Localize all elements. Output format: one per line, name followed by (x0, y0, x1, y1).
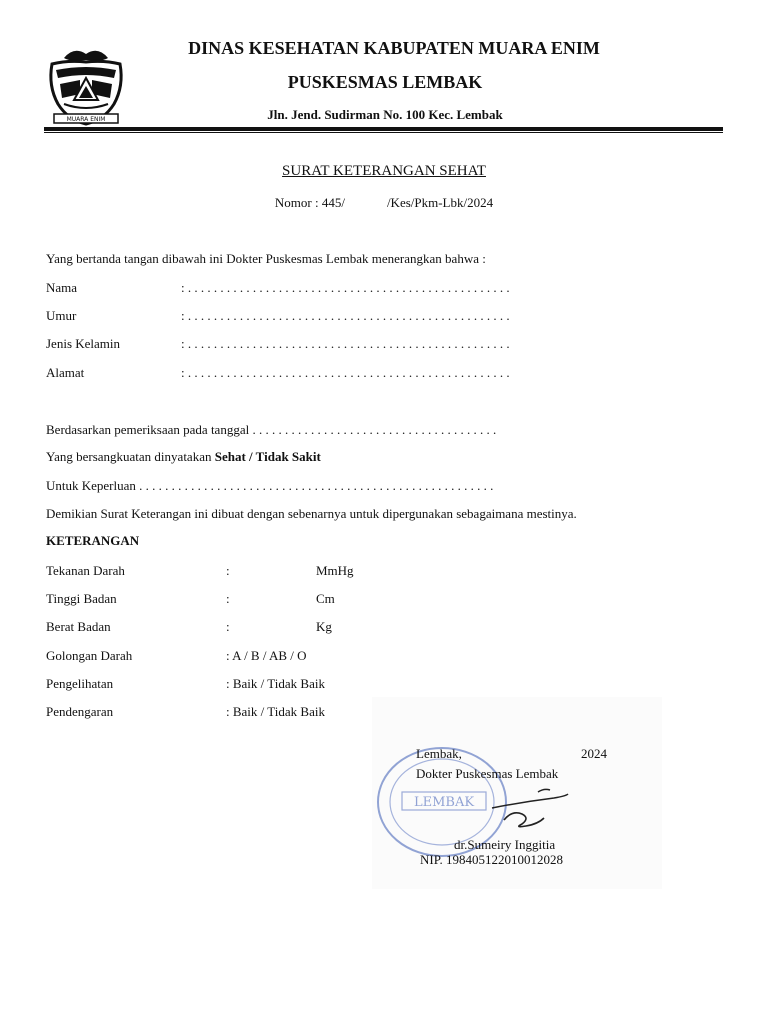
note-unit-weight: Kg (316, 619, 332, 634)
notes-heading: KETERANGAN (46, 533, 140, 548)
note-value-vision: : Baik / Tidak Baik (226, 676, 325, 691)
identity-label-age: Umur (46, 308, 77, 323)
identity-label-gender: Jenis Kelamin (46, 336, 121, 351)
document-title: SURAT KETERANGAN SEHAT (282, 163, 486, 179)
svg-text:LEMBAK: LEMBAK (413, 795, 475, 810)
identity-label-name: Nama (46, 280, 78, 295)
note-label-vision: Pengelihatan (46, 676, 114, 691)
note-value-blood-type: : A / B / AB / O (226, 648, 307, 663)
identity-value-age: : . . . . . . . . . . . . . . . . . . . . . . . . . . . . . . . . . . . . . . . . . . . . . . . . . . (181, 308, 510, 323)
exam-date-line: Berdasarkan pemeriksaan pada tanggal . . . . . . . . . . . . . . . . . . . . . . . . . . . . . . . . . . . . . . (46, 422, 497, 437)
note-value-blood-pressure: : (226, 563, 230, 578)
identity-value-address: : . . . . . . . . . . . . . . . . . . . . . . . . . . . . . . . . . . . . . . . . . . . . . . . . . . (181, 365, 510, 380)
declaration-prefix: Yang bersangkuatan dinyatakan (46, 449, 215, 464)
identity-value-name: : . . . . . . . . . . . . . . . . . . . . . . . . . . . . . . . . . . . . . . . . . . . . . . . . . . (181, 280, 510, 295)
signature-role: Dokter Puskesmas Lembak (416, 766, 559, 781)
identity-label-address: Alamat (46, 365, 85, 380)
signer-nip: NIP. 198405122010012028 (420, 852, 564, 867)
number-suffix: /Kes/Pkm-Lbk/2024 (386, 195, 494, 210)
closing-line: Demikian Surat Keterangan ini dibuat dengan sebenarnya untuk dipergunakan sebagaimana mestinya. (46, 506, 577, 521)
note-label-weight: Berat Badan (46, 619, 111, 634)
declaration-status: Sehat / Tidak Sakit (214, 449, 321, 464)
number-prefix: Nomor : 445/ (274, 195, 345, 210)
signature-year: 2024 (581, 746, 607, 761)
facility-address: Jln. Jend. Sudirman No. 100 Kec. Lembak (267, 107, 503, 122)
note-label-hearing: Pendengaran (46, 704, 114, 719)
svg-text:MUARA ENIM: MUARA ENIM (66, 116, 106, 123)
header-rule-thick (44, 127, 723, 131)
handwritten-signature (482, 784, 582, 832)
note-label-blood-type: Golongan Darah (46, 648, 133, 663)
note-label-blood-pressure: Tekanan Darah (46, 563, 125, 578)
note-value-height: : (226, 591, 230, 606)
note-value-hearing: : Baik / Tidak Baik (226, 704, 325, 719)
note-unit-height: Cm (316, 591, 335, 606)
note-unit-blood-pressure: MmHg (316, 563, 354, 578)
facility-name: PUSKESMAS LEMBAK (287, 72, 483, 92)
identity-value-gender: : . . . . . . . . . . . . . . . . . . . . . . . . . . . . . . . . . . . . . . . . . . . . . . . . . . (181, 336, 510, 351)
declaration-line (46, 449, 321, 465)
note-label-height: Tinggi Badan (46, 591, 117, 606)
note-value-weight: : (226, 619, 230, 634)
document-number (0, 195, 768, 211)
purpose-line: Untuk Keperluan . . . . . . . . . . . . . . . . . . . . . . . . . . . . . . . . . . . . . . . . . . . . . . . . . . . . . . . (46, 478, 494, 493)
signer-name: dr.Sumeiry Inggitia (454, 837, 556, 852)
agency-name: DINAS KESEHATAN KABUPATEN MUARA ENIM (188, 38, 600, 58)
intro-text: Yang bertanda tangan dibawah ini Dokter Puskesmas Lembak menerangkan bahwa : (46, 251, 486, 266)
header-rule-thin (44, 132, 723, 133)
signature-place: Lembak, (416, 746, 462, 761)
